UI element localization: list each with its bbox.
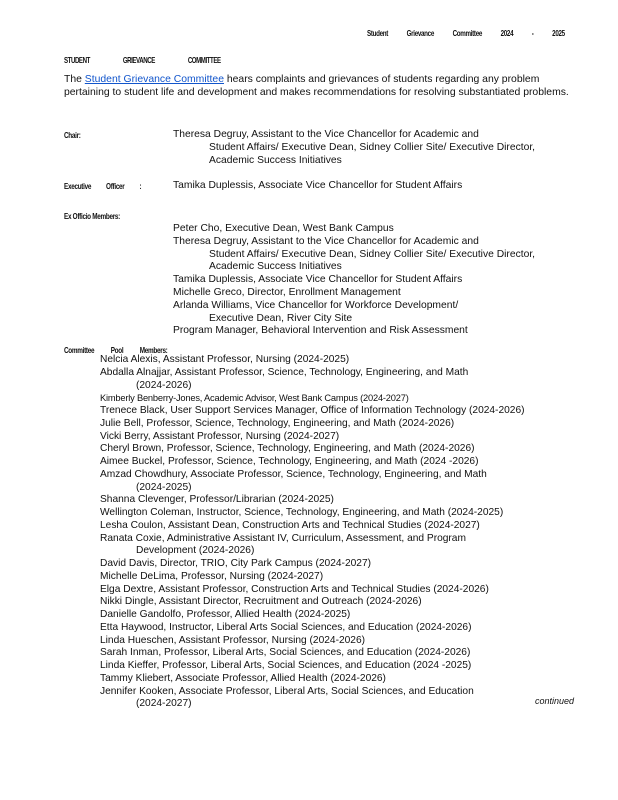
ex-officio-label: Ex Officio Members:: [64, 211, 120, 221]
ex-officio-member: Peter Cho, Executive Dean, West Bank Campus: [173, 223, 394, 234]
pool-member: Ranata Coxie, Administrative Assistant IV, Curriculum, Assessment, and Program: [100, 532, 466, 544]
pool-member: Linda Hueschen, Assistant Professor, Nursing (2024-2026): [100, 634, 366, 646]
ex-officio-member-cont: Academic Success Initiatives: [209, 261, 342, 273]
pool-member: David Davis, Director, TRIO, City Park Campus (2024-2027): [100, 558, 372, 569]
chair-line: Theresa Degruy, Assistant to the Vice Chancellor for Academic and: [173, 129, 479, 140]
executive-officer-label: Executive Officer :: [64, 181, 142, 191]
pool-label: Committee Pool Members:: [64, 345, 168, 355]
pool-member: Vicki Berry, Assistant Professor, Nursing (2024-2027): [100, 430, 340, 442]
pool-member: Elga Dextre, Assistant Professor, Construction Arts and Technical Studies (2024-2026): [100, 583, 489, 595]
pool-member: Julie Bell, Professor, Science, Technology, Engineering, and Math (2024-2026): [100, 417, 455, 429]
chair-block: [173, 129, 573, 167]
pool-member-cont: (2024-2025): [136, 481, 192, 493]
continued-note: continued: [535, 696, 575, 706]
intro-prefix: The: [64, 74, 85, 85]
committee-link[interactable]: Student Grievance Committee: [84, 74, 224, 85]
pool-member: Nikki Dingle, Assistant Director, Recruitment and Outreach (2024-2026): [100, 596, 422, 608]
pool-member: Aimee Buckel, Professor, Science, Technology, Engineering, and Math (2024 -2026): [100, 456, 479, 467]
ex-officio-member-cont: Student Affairs/ Executive Dean, Sidney Collier Site/ Executive Director,: [209, 248, 536, 260]
intro-paragraph: [64, 73, 574, 99]
page-title: STUDENT GRIEVANCE COMMITTEE: [64, 55, 221, 65]
ex-officio-list: [173, 223, 573, 338]
pool-member: Lesha Coulon, Assistant Dean, Construction Arts and Technical Studies (2024-2027): [100, 519, 480, 531]
ex-officio-member: Arlanda Williams, Vice Chancellor for Workforce Development/: [173, 299, 459, 311]
executive-officer-block: [173, 180, 573, 193]
pool-member: Etta Haywood, Instructor, Liberal Arts Social Sciences, and Education (2024-2026): [100, 621, 472, 633]
executive-officer-value: Tamika Duplessis, Associate Vice Chancellor for Student Affairs: [173, 180, 463, 191]
pool-member: Shanna Clevenger, Professor/Librarian (2024-2025): [100, 494, 334, 506]
pool-list: [100, 354, 570, 711]
pool-member: Sarah Inman, Professor, Liberal Arts, Social Sciences, and Education (2024-2026): [100, 647, 471, 659]
ex-officio-member: Program Manager, Behavioral Intervention and Risk Assessment: [173, 325, 468, 337]
ex-officio-member: Michelle Greco, Director, Enrollment Management: [173, 286, 401, 298]
pool-member: Linda Kieffer, Professor, Liberal Arts, Social Sciences, and Education (2024 -2025): [100, 660, 472, 671]
pool-member: Nelcia Alexis, Assistant Professor, Nursing (2024-2025): [100, 354, 350, 365]
pool-member-cont: (2024-2026): [136, 379, 192, 391]
pool-member: Cheryl Brown, Professor, Science, Technology, Engineering, and Math (2024-2026): [100, 443, 475, 455]
pool-member: Danielle Gandolfo, Professor, Allied Health (2024-2025): [100, 609, 351, 620]
pool-member: Wellington Coleman, Instructor, Science, Technology, Engineering, and Math (2024-2025): [100, 507, 504, 518]
pool-member-cont: (2024-2027): [136, 698, 192, 710]
chair-line: Academic Success Initiatives: [209, 154, 342, 166]
pool-member: Kimberly Benberry-Jones, Academic Advisor, West Bank Campus (2024-2027): [100, 393, 409, 404]
pool-member: Trenece Black, User Support Services Manager, Office of Information Technology (2024-2026): [100, 405, 525, 416]
ex-officio-member: Tamika Duplessis, Associate Vice Chancellor for Student Affairs: [173, 274, 463, 286]
intro-suffix: hears complaints and grievances of students regarding any problem pertaining to student life and development and makes recommendations for resolving substantiated problems.: [64, 74, 569, 98]
pool-member: Jennifer Kooken, Associate Professor, Liberal Arts, Social Sciences, and Education: [100, 685, 474, 697]
ex-officio-member-cont: Executive Dean, River City Site: [209, 312, 353, 324]
pool-member: Abdalla Alnajjar, Assistant Professor, Science, Technology, Engineering, and Math: [100, 366, 469, 378]
chair-line: Student Affairs/ Executive Dean, Sidney Collier Site/ Executive Director,: [209, 141, 536, 153]
pool-member-cont: Development (2024-2026): [136, 545, 255, 557]
chair-label: Chair:: [64, 130, 81, 140]
pool-member: Amzad Chowdhury, Associate Professor, Science, Technology, Engineering, and Math: [100, 468, 487, 480]
running-header: Student Grievance Committee 2024 - 2025: [367, 29, 565, 38]
pool-member: Tammy Kliebert, Associate Professor, Allied Health (2024-2026): [100, 672, 386, 684]
pool-member: Michelle DeLima, Professor, Nursing (2024-2027): [100, 570, 324, 582]
ex-officio-member: Theresa Degruy, Assistant to the Vice Chancellor for Academic and: [173, 235, 479, 247]
